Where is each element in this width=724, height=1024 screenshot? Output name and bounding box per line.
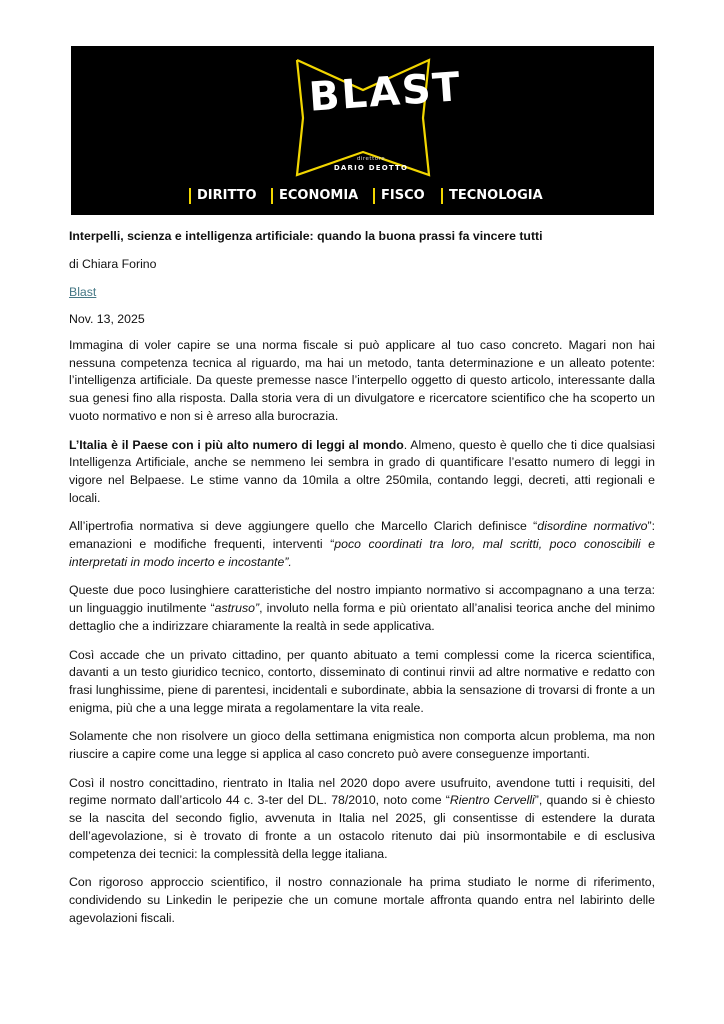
nav-item-tecnologia[interactable]: TECNOLOGIA	[441, 188, 543, 204]
nav-item-diritto[interactable]: DIRITTO	[189, 188, 257, 204]
paragraph-3	[69, 518, 655, 571]
source-link[interactable]: Blast	[69, 285, 97, 299]
paragraph-6: Solamente che non risolvere un gioco della settimana enigmistica non comporta alcun problema, ma non riuscire a capire come una legge si applica al caso concreto può avere conseguenze importanti.	[69, 729, 655, 762]
director-name: DARIO DEOTTO	[333, 164, 409, 172]
paragraph-7-text-a: Così il nostro concittadino, rientrato in Italia nel 2020 dopo avere usufruito, avendone tutti i requisiti, del regime normato dall’articolo 44 c. 3-ter del DL. 78/2010, noto come “	[69, 775, 655, 808]
paragraph-3-text-a: All’ipertrofia normativa si deve aggiungere quello che Marcello Clarich definisce “	[69, 519, 538, 534]
article-byline: di Chiara Forino	[69, 257, 157, 271]
brand-logo-text: BLAST	[307, 64, 464, 121]
nav-item-economia[interactable]: ECONOMIA	[271, 188, 358, 204]
paragraph-2-text: . Almeno, questo è quello che ti dice qualsiasi Intelligenza Artificiale, anche se nemmeno lei sembra in grado di quantificare l’esatto numero di leggi in vigore nel Belpaese. Le stime vanno da 10mila a oltre 250mila, contando leggi, decreti, atti regionali e locali.	[69, 437, 655, 505]
paragraph-4-text-b: , involuto nella forma e più orientato all’analisi teorica anche del minimo dettaglio che a indirizzare chiaramente la realtà in sede applicativa.	[69, 601, 655, 633]
paragraph-7-italic: Rientro Cervelli	[449, 793, 535, 808]
article-source	[69, 284, 96, 300]
article-body	[69, 337, 655, 938]
paragraph-5: Così accade che un privato cittadino, per quanto abituato a temi complessi come la ricerca scientifica, davanti a un testo giuridico tecnico, contorto, disseminato di continui rinvii ad altre normative e redatto con frasi lunghissime, piene di parentesi, incidentali e subordinate, abbia la sensazione di trovarsi di fronte a un enigma, più che a una legge mirata a regolamentare la vita reale.	[69, 647, 655, 715]
paragraph-3-text-b: ”: emanazioni e modifiche frequenti, interventi “	[69, 519, 655, 552]
article-title: Interpelli, scienza e intelligenza artificiale: quando la buona prassi fa vincere tutti	[69, 229, 543, 243]
paragraph-2	[69, 437, 655, 508]
nav-item-fisco[interactable]: FISCO	[373, 188, 425, 204]
paragraph-4-text-a: Queste due poco lusinghiere caratteristiche del nostro impianto normativo si accompagnano a una terza: un linguaggio inutilmente “	[69, 583, 655, 616]
paragraph-7-text-b: ”, quando si è chiesto se la nascita del secondo figlio, avvenuta in Italia nel 2025, gli consentisse di estendere la durata dell’agevolazione, si è trovato di fronte a un ostacolo ritenuto dai più insormontabile e di esclusiva competenza dei tecnici: la complessità della legge italiana.	[69, 793, 655, 861]
paragraph-8: Con rigoroso approccio scientifico, il nostro connazionale ha prima studiato le norme di riferimento, condividendo su Linkedin le peripezie che un comune mortale affronta quando entra nel labirinto delle agevolazioni fiscali.	[69, 875, 655, 925]
paragraph-3-italic-b: poco coordinati tra loro, mal scritti, poco conoscibili e interpretati in modo incerto e incostante”.	[69, 537, 655, 569]
paragraph-4-italic: astruso”	[214, 601, 260, 616]
paragraph-2-bold: L’Italia è il Paese con i più alto numero di leggi al mondo	[69, 437, 404, 452]
paragraph-1: Immagina di voler capire se una norma fiscale si può applicare al tuo caso concreto. Magari non hai nessuna competenza tecnica al riguardo, ma hai un metodo, tanta determinazione e un alleato potente: l’intelligenza artificiale. Da queste premesse nasce l’interpello oggetto di questo articolo, interessante dalla sua genesi fino alla risposta. Dalla storia vera di un divulgatore e ricercatore scientifico che ha scoperto un vuoto normativo e non si è arreso alla burocrazia.	[69, 338, 655, 423]
paragraph-7	[69, 775, 655, 864]
section-nav	[189, 188, 609, 206]
header-banner	[71, 46, 654, 215]
paragraph-4	[69, 582, 655, 635]
director-role: direttore	[356, 156, 386, 162]
paragraph-3-italic-a: disordine normativo	[537, 519, 648, 534]
article-date: Nov. 13, 2025	[69, 312, 145, 326]
